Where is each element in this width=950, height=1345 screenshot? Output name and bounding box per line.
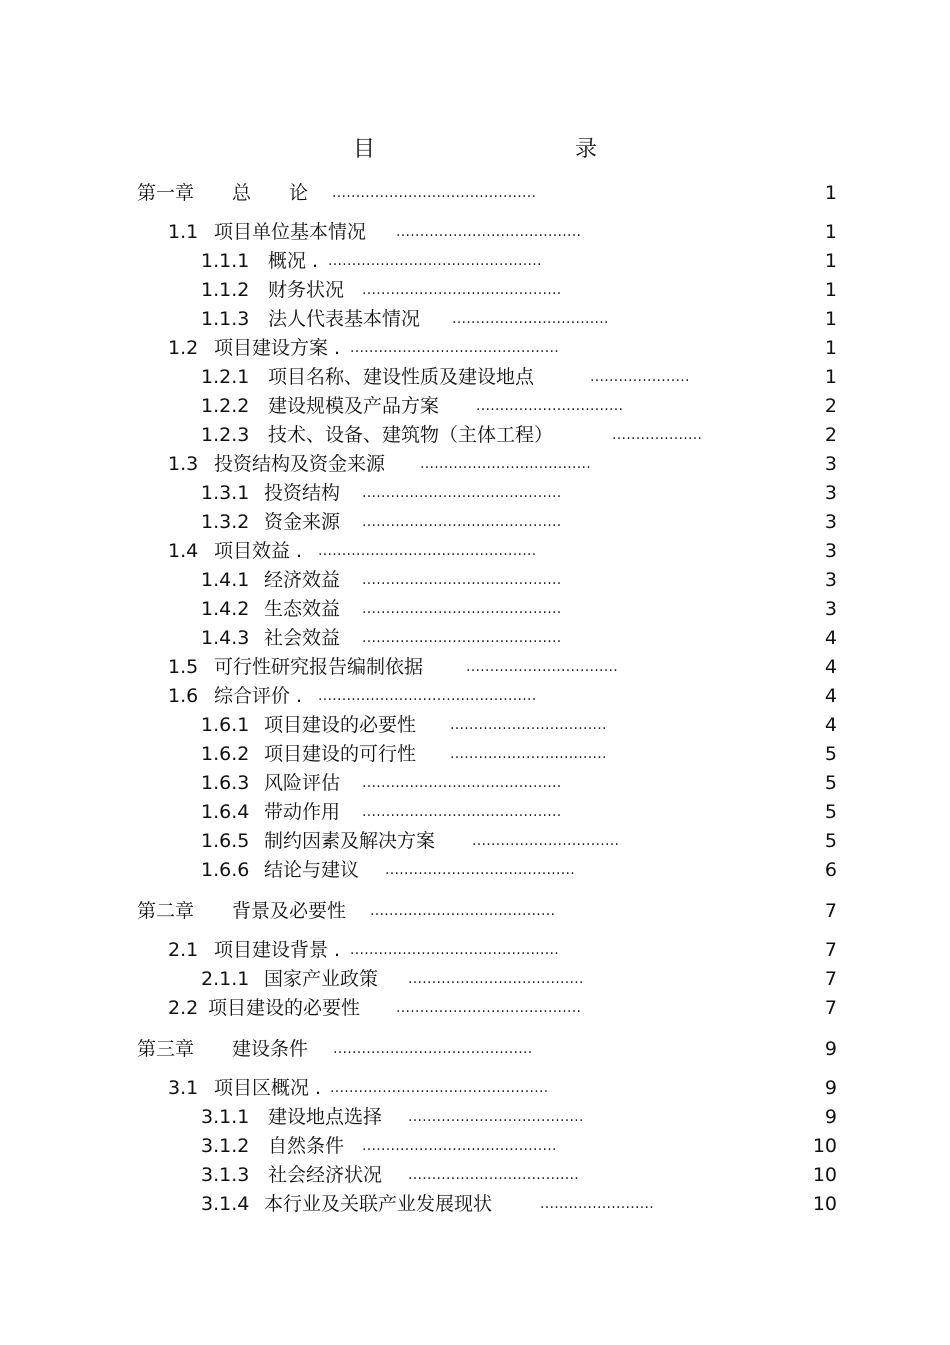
toc-leader-dots: .......................................... <box>362 514 562 530</box>
toc-entry-title: 综合评价 . <box>214 685 303 707</box>
toc-entry-number: 1.1 <box>168 221 199 243</box>
toc-entry-number: 2.1 <box>168 939 199 961</box>
toc-entry-number: 1.4 <box>168 540 199 562</box>
toc-entry-number: 3.1.2 <box>201 1135 250 1157</box>
toc-entry[interactable] <box>0 857 950 883</box>
toc-entry-title: 背景及必要性 <box>232 900 347 922</box>
toc-leader-dots: ........................ <box>540 1196 655 1212</box>
toc-entry-title: 项目建设的必要性 <box>264 714 417 736</box>
toc-entry[interactable] <box>0 898 950 924</box>
toc-page-number: 7 <box>824 968 837 990</box>
toc-page-number: 5 <box>824 743 837 765</box>
toc-leader-dots: ................................ <box>466 659 619 675</box>
toc-entry[interactable] <box>0 364 950 390</box>
toc-entry[interactable] <box>0 509 950 535</box>
toc-leader-dots: ............................................ <box>350 340 560 356</box>
toc-page-number: 9 <box>824 1038 837 1060</box>
toc-entry-number: 1.6.2 <box>201 743 250 765</box>
toc-leader-dots: .......................................... <box>362 572 562 588</box>
toc-entry[interactable] <box>0 567 950 593</box>
toc-leader-dots: ............................... <box>476 398 624 414</box>
toc-entry-number: 1.6.5 <box>201 830 250 852</box>
toc-entry-title: 国家产业政策 <box>264 968 379 990</box>
toc-page-number: 9 <box>824 1106 837 1128</box>
toc-entry[interactable] <box>0 828 950 854</box>
toc-entry-title: 项目建设方案 . <box>214 337 341 359</box>
toc-page-number: 9 <box>824 1077 837 1099</box>
toc-entry-title: 项目名称、建设性质及建设地点 <box>268 366 535 388</box>
toc-entry[interactable] <box>0 799 950 825</box>
toc-entry-number: 1.5 <box>168 656 199 678</box>
toc-entry-title: 社会效益 <box>264 627 341 649</box>
toc-entry-title: 项目效益 . <box>214 540 303 562</box>
toc-page-number: 1 <box>824 308 837 330</box>
toc-page-number: 3 <box>824 569 837 591</box>
toc-entry[interactable] <box>0 683 950 709</box>
toc-entry-title: 可行性研究报告编制依据 <box>214 656 424 678</box>
toc-entry[interactable] <box>0 180 950 206</box>
toc-entry[interactable] <box>0 393 950 419</box>
toc-leader-dots: .................................... <box>408 1167 580 1183</box>
toc-page-number: 10 <box>812 1135 837 1157</box>
toc-entry-title: 建设规模及产品方案 <box>268 395 440 417</box>
toc-entry-title: 总 论 <box>232 182 309 204</box>
toc-entry-number: 1.1.2 <box>201 279 250 301</box>
toc-page-number: 3 <box>824 598 837 620</box>
toc-page-number: 1 <box>824 337 837 359</box>
toc-entry[interactable] <box>0 937 950 963</box>
toc-leader-dots: .............................................. <box>318 543 537 559</box>
toc-entry-number: 第三章 <box>137 1038 195 1060</box>
toc-entry[interactable] <box>0 538 950 564</box>
toc-entry-title: 项目建设的可行性 <box>264 743 417 765</box>
toc-entry-title: 资金来源 <box>264 511 341 533</box>
toc-page-number: 1 <box>824 250 837 272</box>
toc-page-number: 7 <box>824 939 837 961</box>
toc-leader-dots: ................................. <box>450 717 607 733</box>
toc-page-number: 5 <box>824 772 837 794</box>
toc-leader-dots: ....................................... <box>396 224 582 240</box>
toc-entry-number: 1.2.2 <box>201 395 250 417</box>
toc-leader-dots: ..................................... <box>408 971 584 987</box>
toc-entry-title: 自然条件 <box>268 1135 345 1157</box>
toc-entry-number: 1.6.4 <box>201 801 250 823</box>
toc-entry-title: 生态效益 <box>264 598 341 620</box>
toc-entry[interactable] <box>0 712 950 738</box>
toc-entry-number: 1.1.1 <box>201 250 250 272</box>
toc-entry-title: 社会经济状况 <box>268 1164 383 1186</box>
toc-leader-dots: ....................................... <box>370 903 556 919</box>
toc-page-number: 5 <box>824 830 837 852</box>
toc-entry-title: 制约因素及解决方案 <box>264 830 436 852</box>
toc-entry-number: 3.1 <box>168 1077 199 1099</box>
toc-entry[interactable] <box>0 741 950 767</box>
toc-leader-dots: ................................. <box>452 311 609 327</box>
toc-entry[interactable] <box>0 248 950 274</box>
toc-entry[interactable] <box>0 1104 950 1130</box>
toc-entry-number: 3.1.1 <box>201 1106 250 1128</box>
toc-leader-dots: ..................................... <box>408 1109 584 1125</box>
toc-leader-dots: .......................................... <box>362 485 562 501</box>
toc-entry-title: 风险评估 <box>264 772 341 794</box>
toc-page-number: 7 <box>824 997 837 1019</box>
toc-page-number: 3 <box>824 540 837 562</box>
toc-entry[interactable] <box>0 1191 950 1217</box>
toc-leader-dots: ............................................ <box>350 942 560 958</box>
toc-entry-number: 1.4.1 <box>201 569 250 591</box>
toc-entry-number: 第二章 <box>137 900 195 922</box>
toc-entry-number: 1.6.6 <box>201 859 250 881</box>
toc-leader-dots: ..................... <box>590 369 690 385</box>
toc-page-number: 1 <box>824 366 837 388</box>
toc-page-number: 10 <box>812 1164 837 1186</box>
toc-page-number: 2 <box>824 424 837 446</box>
toc-page-number: 4 <box>824 656 837 678</box>
toc-entry-title: 项目区概况 . <box>214 1077 322 1099</box>
toc-leader-dots: .......................................... <box>333 1041 533 1057</box>
toc-entry-number: 3.1.4 <box>201 1193 250 1215</box>
toc-entry-number: 2.1.1 <box>201 968 250 990</box>
toc-entry-number: 1.2.3 <box>201 424 250 446</box>
toc-page-number: 10 <box>812 1193 837 1215</box>
toc-page-number: 2 <box>824 395 837 417</box>
toc-entry-number: 1.3.1 <box>201 482 250 504</box>
toc-entry[interactable] <box>0 480 950 506</box>
toc-entry[interactable] <box>0 596 950 622</box>
toc-leader-dots: .............................................. <box>318 688 537 704</box>
toc-entry-title: 概况 . <box>268 250 319 272</box>
toc-leader-dots: ............................................. <box>328 253 542 269</box>
toc-entry[interactable] <box>0 451 950 477</box>
toc-entry[interactable] <box>0 1036 950 1062</box>
toc-entry[interactable] <box>0 654 950 680</box>
toc-entry[interactable] <box>0 770 950 796</box>
toc-entry-title: 本行业及关联产业发展现状 <box>264 1193 493 1215</box>
toc-entry-title: 带动作用 <box>264 801 341 823</box>
toc-leader-dots: ........................................... <box>332 185 537 201</box>
toc-entry-number: 1.2 <box>168 337 199 359</box>
toc-leader-dots: ........................................ <box>385 862 576 878</box>
toc-page-number: 1 <box>824 221 837 243</box>
toc-entry-number: 第一章 <box>137 182 195 204</box>
toc-entry[interactable] <box>0 1075 950 1101</box>
toc-entry-number: 1.4.2 <box>201 598 250 620</box>
toc-entry-title: 结论与建议 <box>264 859 360 881</box>
toc-entry-title: 建设条件 <box>232 1038 309 1060</box>
toc-entry-title: 技术、设备、建筑物（主体工程） <box>268 424 554 446</box>
toc-leader-dots: .......................................... <box>362 282 562 298</box>
toc-leader-dots: ....................................... <box>396 1000 582 1016</box>
toc-entry-number: 1.2.1 <box>201 366 250 388</box>
toc-entry[interactable] <box>0 277 950 303</box>
toc-entry-title: 项目建设的必要性 <box>208 997 361 1019</box>
toc-leader-dots: ......................................... <box>362 1138 557 1154</box>
toc-entry[interactable] <box>0 335 950 361</box>
toc-entry-title: 项目建设背景 . <box>214 939 341 961</box>
toc-page-number: 5 <box>824 801 837 823</box>
toc-leader-dots: .......................................... <box>362 630 562 646</box>
toc-entry[interactable] <box>0 625 950 651</box>
toc-page-number: 3 <box>824 511 837 533</box>
toc-entry-title: 投资结构 <box>264 482 341 504</box>
toc-leader-dots: .......................................... <box>362 804 562 820</box>
toc-page-number: 4 <box>824 627 837 649</box>
toc-leader-dots: .............................................. <box>330 1080 549 1096</box>
toc-entry-title: 财务状况 <box>268 279 345 301</box>
toc-page-number: 7 <box>824 900 837 922</box>
toc-entry-number: 1.4.3 <box>201 627 250 649</box>
toc-page-number: 1 <box>824 279 837 301</box>
toc-entry-number: 1.6 <box>168 685 199 707</box>
toc-entry-number: 1.3.2 <box>201 511 250 533</box>
toc-entry-title: 投资结构及资金来源 <box>214 453 386 475</box>
toc-entry-number: 3.1.3 <box>201 1164 250 1186</box>
toc-entry[interactable] <box>0 219 950 245</box>
toc-leader-dots: .......................................... <box>362 601 562 617</box>
toc-page-number: 4 <box>824 714 837 736</box>
toc-page-number: 1 <box>824 182 837 204</box>
toc-entry[interactable] <box>0 1133 950 1159</box>
toc-entry[interactable] <box>0 966 950 992</box>
toc-page-number: 3 <box>824 482 837 504</box>
toc-entry-title: 项目单位基本情况 <box>214 221 367 243</box>
toc-leader-dots: ................... <box>612 427 703 443</box>
toc-entry-title: 法人代表基本情况 <box>268 308 421 330</box>
toc-page-number: 3 <box>824 453 837 475</box>
toc-leader-dots: .................................... <box>420 456 592 472</box>
toc-leader-dots: ................................. <box>450 746 607 762</box>
page-title: 目 录 <box>352 137 649 162</box>
toc-entry-title: 经济效益 <box>264 569 341 591</box>
toc-entry[interactable] <box>0 306 950 332</box>
toc-entry-number: 1.6.1 <box>201 714 250 736</box>
toc-entry-number: 1.6.3 <box>201 772 250 794</box>
toc-entry[interactable] <box>0 422 950 448</box>
toc-entry-number: 2.2 <box>168 997 199 1019</box>
toc-entry-title: 建设地点选择 <box>268 1106 383 1128</box>
toc-page-number: 6 <box>824 859 837 881</box>
toc-entry[interactable] <box>0 995 950 1021</box>
toc-entry-number: 1.1.3 <box>201 308 250 330</box>
toc-entry[interactable] <box>0 1162 950 1188</box>
toc-entry-number: 1.3 <box>168 453 199 475</box>
toc-page-number: 4 <box>824 685 837 707</box>
toc-leader-dots: .......................................... <box>362 775 562 791</box>
toc-leader-dots: ............................... <box>472 833 620 849</box>
